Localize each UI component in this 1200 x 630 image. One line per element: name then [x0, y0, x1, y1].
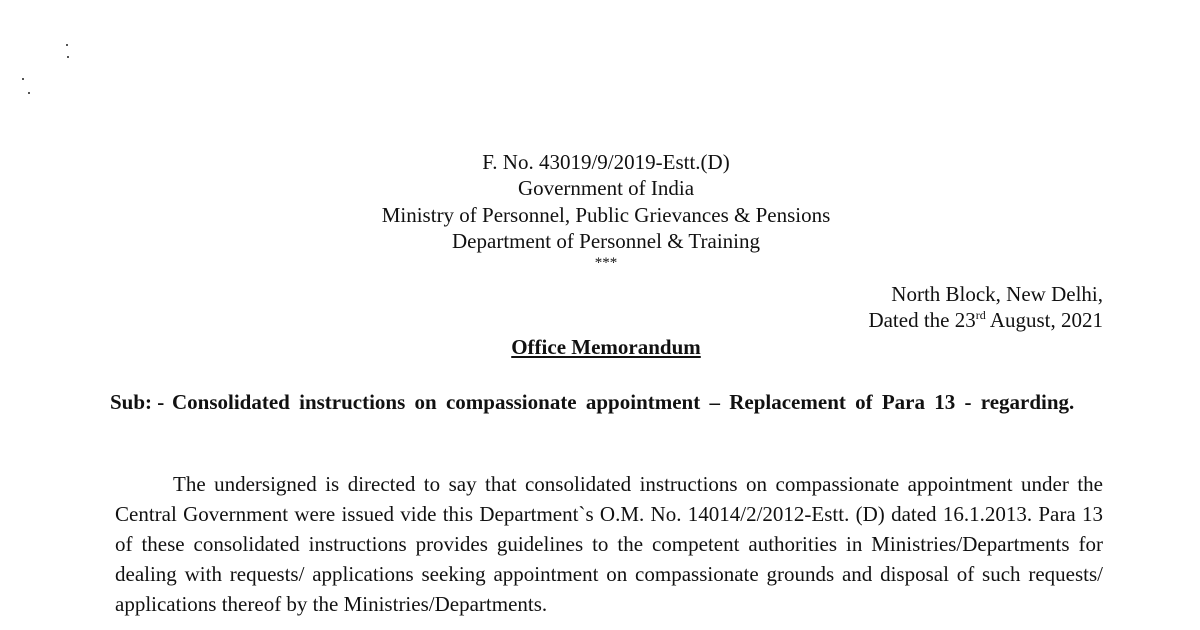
date-rest: August, 2021: [985, 308, 1103, 332]
document-title: Office Memorandum: [511, 335, 701, 359]
subject: [110, 388, 1100, 416]
ministry-name: Ministry of Personnel, Public Grievances & Pensions: [381, 203, 831, 227]
date-suffix-ordinal: rd: [975, 308, 986, 322]
government-name: Government of India: [517, 176, 695, 200]
paragraph-1: The undersigned is directed to say that consolidated instructions on compassionate appointment under the Central Government were issued vide this Department`s O.M. No. 14014/2/2012-Estt. (D) dated 16.1.2013. Para 13 of these consolidated instructions provides guidelines to the competent authorities in Ministries/Departments for dealing with requests/ applications seeking appointment on compassionate grounds and disposal of such requests/ applications thereof by the Ministries/Departments.: [115, 472, 1103, 616]
subject-text: Consolidated instructions on compassionate appointment – Replacement of Para 13 - regarding.: [172, 390, 1075, 414]
file-number: F. No. 43019/9/2019-Estt.(D): [482, 150, 730, 174]
scan-speck: [22, 78, 24, 80]
separator-stars: ***: [594, 255, 618, 271]
subject-label: Sub: -: [110, 390, 165, 414]
scan-speck: [28, 92, 30, 94]
date-prefix: Dated the 23: [868, 308, 976, 332]
scan-speck: [66, 44, 68, 46]
department-name: Department of Personnel & Training: [452, 229, 760, 253]
scan-speck: [67, 56, 69, 58]
place: North Block, New Delhi,: [891, 282, 1103, 306]
body: [115, 469, 1103, 619]
date: [868, 307, 1103, 333]
